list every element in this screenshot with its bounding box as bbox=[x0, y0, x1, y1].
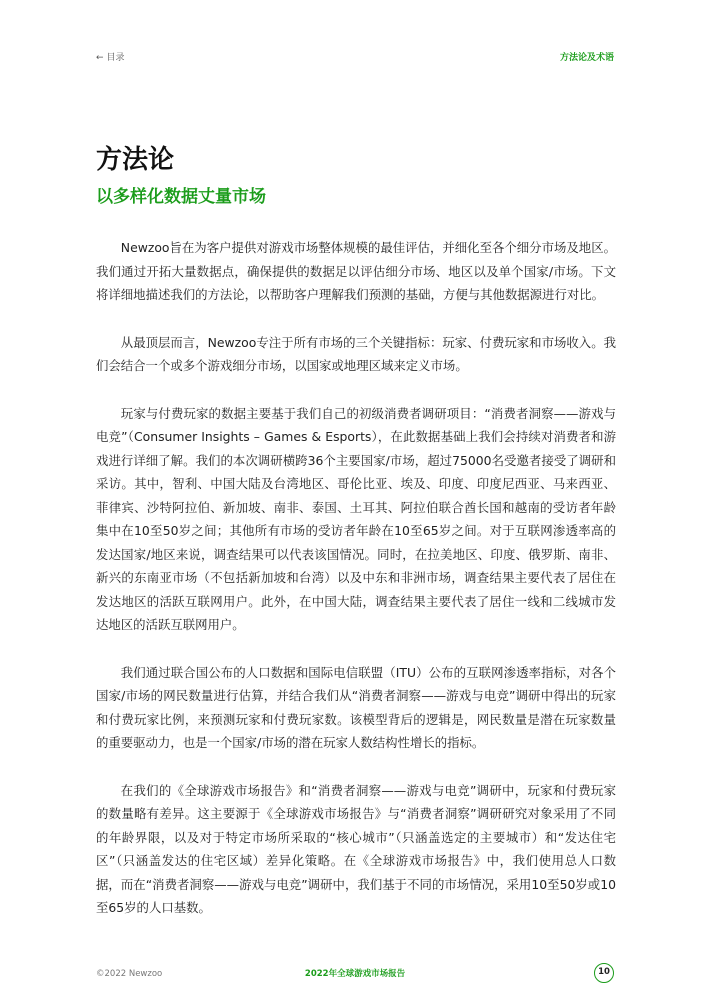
section-tag: 方法论及术语 bbox=[559, 53, 614, 63]
top-bar bbox=[96, 50, 614, 66]
copyright-text: ©2022 Newzoo bbox=[96, 969, 163, 979]
paragraph: 从最顶层而言，Newzoo专注于所有市场的三个关键指标：玩家、付费玩家和市场收入。我们会结合一个或多个游戏细分市场，以国家或地理区域来定义市场。 bbox=[96, 334, 616, 373]
page-title: 方法论 bbox=[96, 145, 175, 175]
paragraph: 在我们的《全球游戏市场报告》和“消费者洞察——游戏与电竞”调研中，玩家和付费玩家的数量略有差异。这主要源于《全球游戏市场报告》与“消费者洞察”调研研究对象采用了不同的年龄界限，以及对于特定市场所采取的“核心城市”（只涵盖选定的主要城市）和“发达住宅区”（只涵盖发达的住宅区域）差异化策略。在《全球游戏市场报告》中，我们使用总人口数据，而在“消费者洞察——游戏与电竞”调研中，我们基于不同的市场情况，采用10至50岁或10至65岁的人口基数。 bbox=[96, 782, 616, 915]
arrow-left-icon: ← bbox=[96, 53, 104, 63]
table-of-contents-link[interactable] bbox=[96, 50, 125, 66]
toc-label: 目录 bbox=[106, 53, 125, 63]
footer bbox=[96, 962, 614, 986]
page-number-badge: 10 bbox=[594, 963, 614, 983]
report-title: 2022年全球游戏市场报告 bbox=[304, 969, 406, 979]
paragraph: Newzoo旨在为客户提供对游戏市场整体规模的最佳评估，并细化至各个细分市场及地区。我们通过开拓大量数据点，确保提供的数据足以评估细分市场、地区以及单个国家/市场。下文将详细地描述我们的方法论，以帮助客户理解我们预测的基础，方便与其他数据源进行对比。 bbox=[96, 240, 616, 302]
paragraph: 我们通过联合国公布的人口数据和国际电信联盟（ITU）公布的互联网渗透率指标，对各个国家/市场的网民数量进行估算，并结合我们从“消费者洞察——游戏与电竞”调研中得出的玩家和付费玩家比例，来预测玩家和付费玩家数。该模型背后的逻辑是，网民数量是潜在玩家数量的重要驱动力，也是一个国家/市场的潜在玩家人数结构性增长的指标。 bbox=[96, 664, 616, 750]
body-text bbox=[96, 236, 616, 944]
paragraph: 玩家与付费玩家的数据主要基于我们自己的初级消费者调研项目：“消费者洞察——游戏与电竞”（Consumer Insights – Games & Esports），在此数据基础上我们会持续对消费者和游戏进行详细了解。我们的本次调研横跨36个主要国家/市场，超过75000名受邀者接受了调研和采访。其中，智利、中国大陆及台湾地区、哥伦比亚、埃及、印度、印度尼西亚、马来西亚、菲律宾、沙特阿拉伯、新加坡、南非、泰国、土耳其、阿拉伯联合酋长国和越南的受访者年龄集中在10至50岁之间；其他所有市场的受访者年龄在10至65岁之间。对于互联网渗透率高的发达国家/地区来说，调查结果可以代表该国情况。同时，在拉美地区、印度、俄罗斯、南非、新兴的东南亚市场（不包括新加坡和台湾）以及中东和非洲市场，调查结果主要代表了居住在发达地区的活跃互联网用户。此外，在中国大陆，调查结果主要代表了居住一线和二线城市发达地区的活跃互联网用户。 bbox=[96, 405, 616, 632]
page-subtitle: 以多样化数据丈量市场 bbox=[96, 187, 266, 207]
